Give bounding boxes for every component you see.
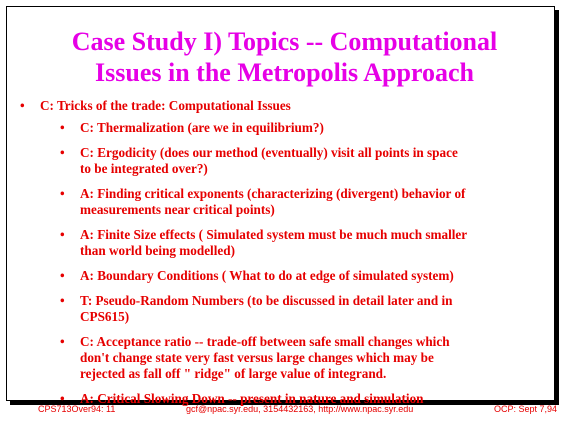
top-bullet bbox=[20, 98, 550, 114]
sub-bullet-line: A: Finite Size effects ( Simulated system must be much much smaller bbox=[80, 227, 468, 242]
bullet-dot-icon: • bbox=[60, 120, 65, 135]
sub-bullet-line: T: Pseudo-Random Numbers (to be discussed in detail later and in bbox=[80, 293, 453, 308]
bullet-dot-icon: • bbox=[60, 145, 65, 160]
sub-bullet-line: CPS615) bbox=[80, 309, 130, 324]
bullet-dot-icon: • bbox=[60, 268, 65, 283]
title-line-1: Case Study I) Topics -- Computational bbox=[71, 27, 498, 56]
bullet-dot-icon: • bbox=[60, 293, 65, 308]
slide-title bbox=[20, 26, 549, 88]
sub-bullet bbox=[60, 145, 550, 177]
sub-bullet-line: to be integrated over?) bbox=[80, 161, 208, 176]
sub-bullet bbox=[60, 227, 550, 259]
title-line-2: Issues in the Metropolis Approach bbox=[95, 58, 474, 87]
sub-bullet-line: C: Thermalization (are we in equilibrium?) bbox=[80, 120, 324, 135]
sub-bullet-line: rejected as fall off " ridge" of large value of integrand. bbox=[80, 366, 387, 381]
sub-bullet bbox=[60, 334, 550, 382]
sub-bullet-line: A: Finding critical exponents (characterizing (divergent) behavior of bbox=[80, 186, 466, 201]
sub-bullet-line: don't change state very fast versus large changes which may be bbox=[80, 350, 434, 365]
sub-bullet-line: C: Acceptance ratio -- trade-off between safe small changes which bbox=[80, 334, 450, 349]
bullet-dot-icon: • bbox=[20, 98, 25, 113]
top-bullet-text: C: Tricks of the trade: Computational Issues bbox=[40, 98, 291, 113]
bullet-dot-icon: • bbox=[60, 186, 65, 201]
sub-bullet-line: measurements near critical points) bbox=[80, 202, 275, 217]
bullet-dot-icon: • bbox=[60, 334, 65, 349]
sub-bullet bbox=[60, 186, 550, 218]
footer-left: CPS713Over94: 11 bbox=[38, 404, 116, 414]
footer-date: OCP: Sept 7,94 bbox=[494, 404, 558, 414]
sub-bullet bbox=[60, 293, 550, 325]
sub-bullet bbox=[60, 268, 550, 284]
sub-bullet-line: C: Ergodicity (does our method (eventually) visit all points in space bbox=[80, 145, 458, 160]
bullet-dot-icon: • bbox=[60, 391, 65, 406]
sub-bullet bbox=[60, 120, 550, 136]
footer-contact: gcf@npac.syr.edu, 3154432163, http://www.npac.syr.edu bbox=[186, 404, 414, 414]
bullet-list bbox=[20, 98, 550, 416]
bullet-dot-icon: • bbox=[60, 227, 65, 242]
sub-bullet-line: A: Critical Slowing Down -- present in nature and simulation bbox=[80, 391, 424, 406]
slide-footer bbox=[0, 404, 569, 418]
sub-bullet-line: than world being modelled) bbox=[80, 243, 235, 258]
sub-bullet-line: A: Boundary Conditions ( What to do at edge of simulated system) bbox=[80, 268, 454, 283]
